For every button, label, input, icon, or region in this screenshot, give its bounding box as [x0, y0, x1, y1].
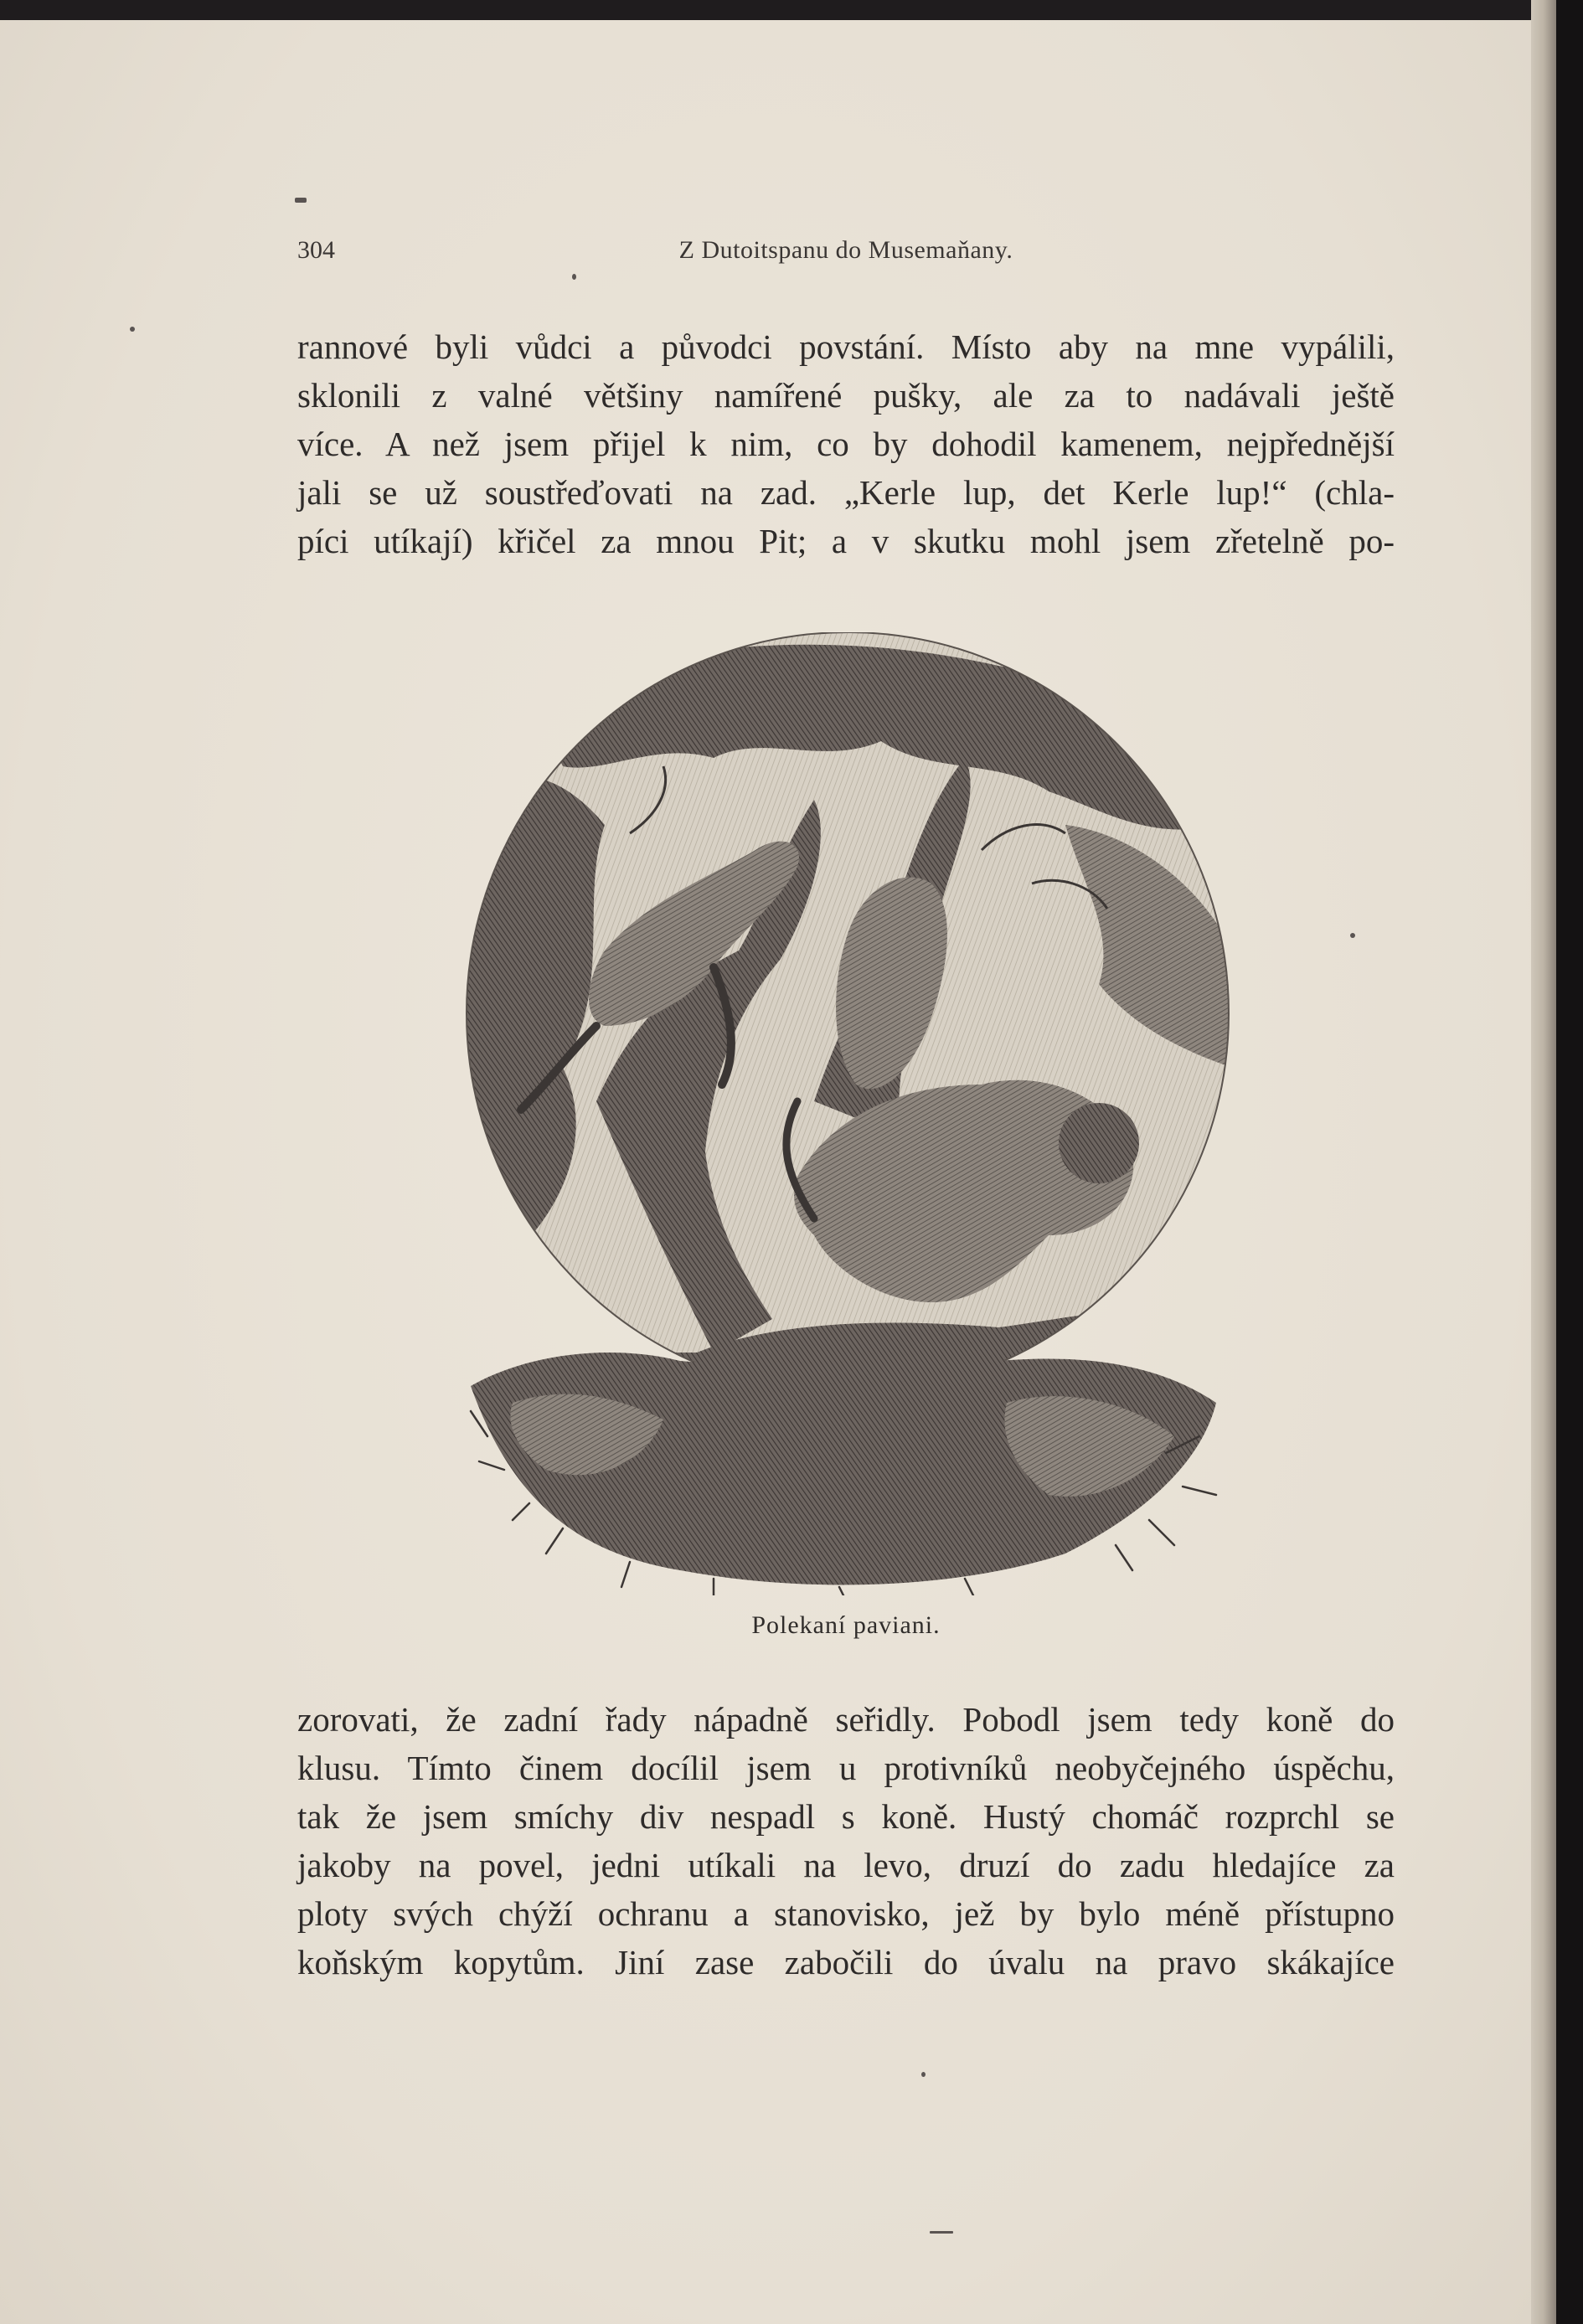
text-line: píci utíkají) křičel za mnou Pit; a v skutku mohl jsem zřetelně po- — [297, 522, 1395, 560]
text-line: jali se už soustřeďovati na zad. „Kerle lup, det Kerle lup!“ (chla- — [297, 473, 1395, 512]
text-line: jakoby na povel, jedni utíkali na levo, druzí do zadu hledajíce za — [297, 1846, 1395, 1884]
ink-speck — [572, 274, 576, 280]
text-line: koňským kopytům. Jiní zase zabočili do úvalu na pravo skákajíce — [297, 1943, 1395, 1981]
text-line: rannové byli vůdci a původci povstání. Místo aby na mne vypálili, — [297, 327, 1395, 366]
ink-speck — [130, 327, 135, 332]
ink-speck — [921, 2072, 926, 2077]
paragraph-top — [297, 322, 1395, 565]
text-line: zorovati, že zadní řady nápadně seřidly. Pobodl jsem tedy koně do — [297, 1700, 1395, 1739]
text-line: více. A než jsem přijel k nim, co by dohodil kamenem, nejpřednější — [297, 425, 1395, 463]
ink-speck — [1350, 933, 1355, 938]
running-header — [297, 236, 1395, 270]
text-line: klusu. Tímto činem docílil jsem u protivníků neobyčejného úspěchu, — [297, 1749, 1395, 1787]
engraving-baboons — [462, 632, 1233, 1595]
figure-caption: Polekaní paviani. — [751, 1611, 941, 1639]
paragraph-bottom — [297, 1695, 1395, 1986]
page-edge — [1531, 0, 1556, 2324]
ink-speck — [930, 2231, 953, 2234]
page-number: 304 — [297, 236, 335, 264]
running-title: Z Dutoitspanu do Musemaňany. — [678, 236, 1013, 264]
ink-speck — [295, 198, 307, 203]
book-spine — [1556, 0, 1583, 2324]
text-line: tak že jsem smíchy div nespadl s koně. Hustý chomáč rozprchl se — [297, 1797, 1395, 1836]
text-line: ploty svých chýží ochranu a stanovisko, jež by bylo méně přístupno — [297, 1894, 1395, 1933]
text-line: sklonili z valné většiny namířené pušky, ale za to nadávali ještě — [297, 376, 1395, 415]
